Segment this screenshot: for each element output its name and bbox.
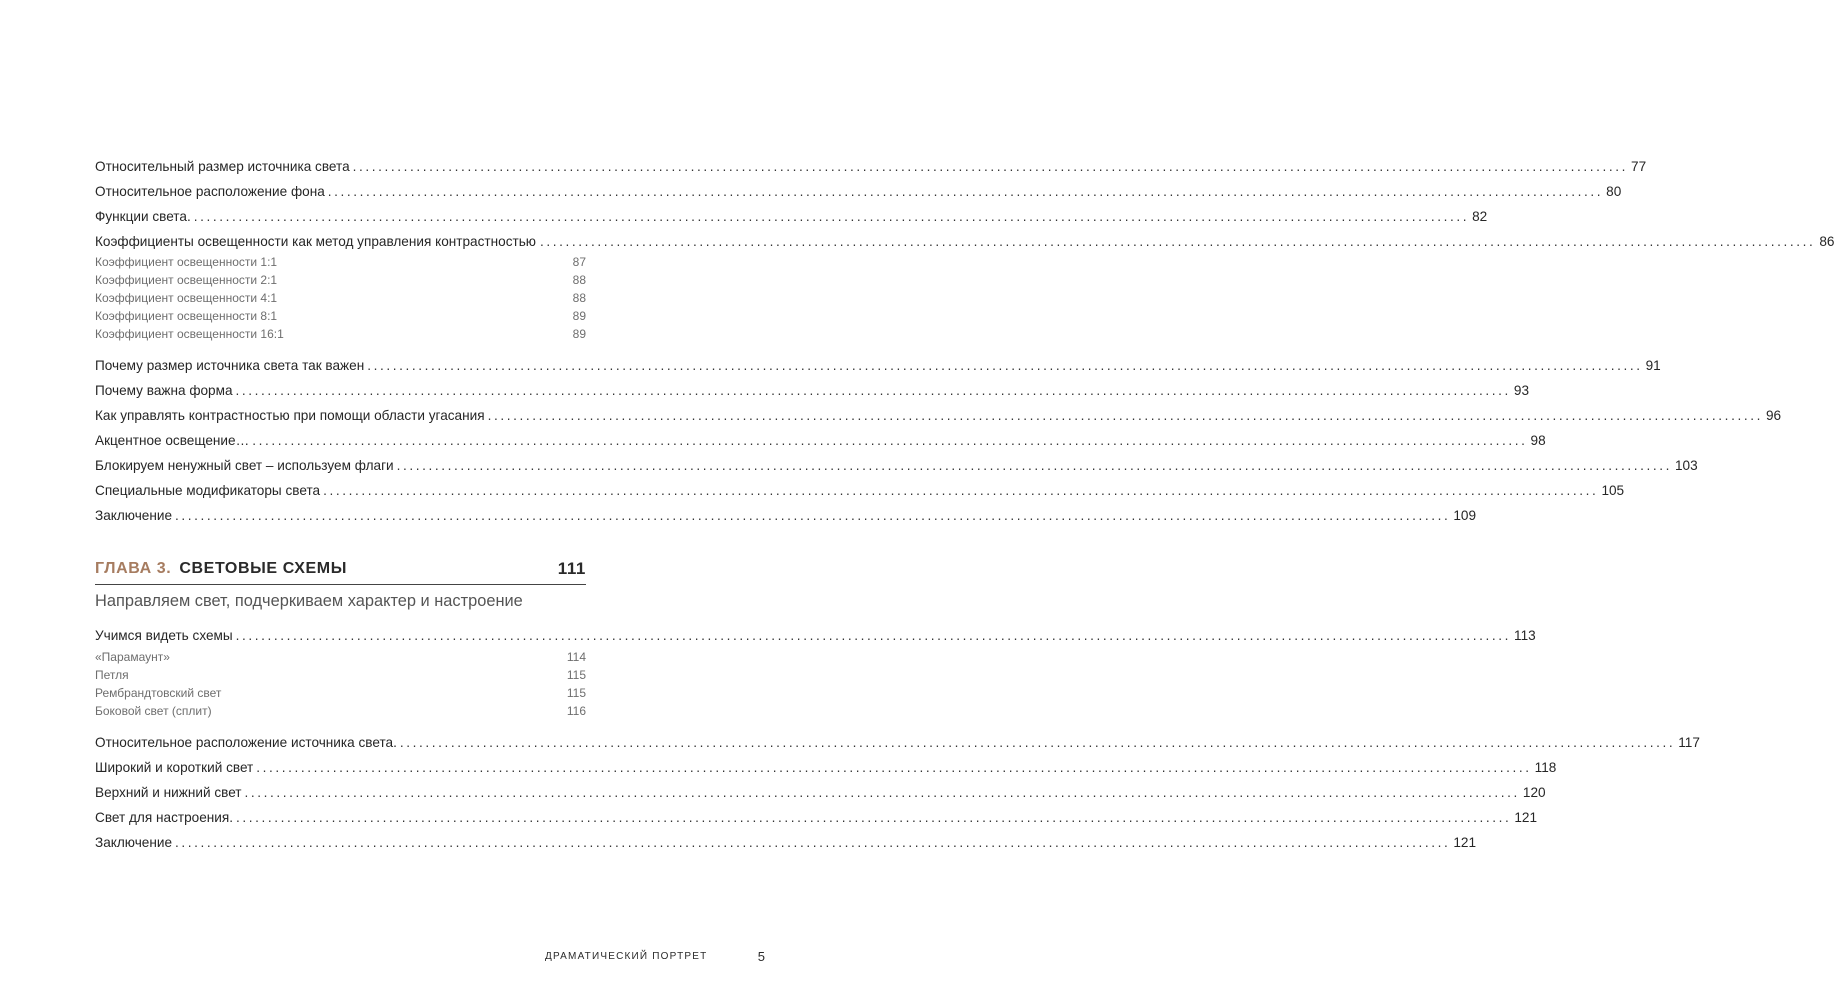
toc-entry-page: 91 (1645, 358, 1661, 373)
running-title: ДРАМАТИЧЕСКИЙ ПОРТРЕТ (545, 951, 708, 962)
toc-subentry-page: 89 (572, 309, 586, 323)
toc-leader-dots: ........................................................................................................................................................................................................ (396, 458, 1672, 473)
chapter-label: ГЛАВА 3. (95, 560, 172, 577)
toc-subentry-title: Петля (95, 668, 129, 682)
toc-entry-title: Специальные модификаторы света (95, 483, 321, 498)
toc-entry-page: 121 (1514, 810, 1538, 825)
toc-subentry[interactable] (95, 702, 586, 720)
toc-leader-dots: ........................................................................................................................................................................................................ (175, 508, 1451, 523)
toc-leader-dots: ........................................................................................................................................................................................................ (193, 209, 1470, 224)
toc-subentry-page: 89 (572, 327, 586, 341)
toc-subentry[interactable] (95, 684, 586, 702)
toc-entry-page: 96 (1765, 408, 1782, 423)
toc-leader-dots: ........................................................................................................................................................................................................ (236, 810, 1512, 825)
toc-entry-title: Широкий и короткий свет (95, 760, 254, 775)
toc-leader-dots: ........................................................................................................................................................................................................ (352, 159, 1629, 174)
toc-entry[interactable] (95, 503, 1477, 528)
toc-subentry[interactable] (95, 307, 586, 325)
page-number: 5 (757, 949, 765, 964)
toc-entry[interactable] (95, 453, 1698, 478)
toc-entry-title: Блокируем ненужный свет – используем флаги (95, 458, 394, 473)
toc-subentry[interactable] (95, 666, 586, 684)
chapter-subtitle: Направляем свет, подчеркиваем характер и настроение (95, 592, 523, 610)
toc-entry[interactable] (95, 378, 1530, 403)
toc-subentry[interactable] (95, 648, 586, 666)
toc-entry-title: Заключение (95, 835, 173, 850)
toc-subentry-page: 116 (566, 704, 586, 718)
toc-entry-title: Заключение (95, 508, 173, 523)
chapter-page: 111 (557, 559, 586, 578)
toc-entry-title: Акцентное освещение… (95, 433, 250, 448)
toc-entry-title: Верхний и нижний свет (95, 785, 242, 800)
toc-entry-page: 86 (1819, 234, 1834, 249)
toc-entry-title: Как управлять контрастностью при помощи области угасания (95, 408, 485, 423)
toc-subentry-page: 114 (566, 650, 586, 664)
toc-entry-page: 82 (1472, 209, 1488, 224)
toc-entry[interactable] (95, 780, 1546, 805)
toc-subentry-title: Коэффициент освещенности 2:1 (95, 273, 278, 287)
toc-entry-page: 109 (1453, 508, 1477, 523)
toc-subentry-title: Рембрандтовский свет (95, 686, 222, 700)
toc-entry-page: 80 (1606, 184, 1622, 199)
toc-section-a (95, 154, 1834, 528)
toc-entry-page: 113 (1514, 628, 1536, 643)
toc-subentry-title: Коэффициент освещенности 4:1 (95, 291, 278, 305)
toc-subentry-title: «Парамаунт» (95, 650, 170, 664)
toc-main-group (95, 730, 1700, 855)
chapter-heading[interactable] (95, 557, 586, 585)
toc-subentry-page: 115 (566, 668, 586, 682)
toc-entry[interactable] (95, 428, 1546, 453)
toc-subentry-title: Коэффициент освещенности 8:1 (95, 309, 278, 323)
toc-leader-dots: ........................................................................................................................................................................................................ (256, 760, 1532, 775)
toc-leader-dots: ........................................................................................................................................................................................................ (399, 735, 1676, 750)
toc-entry-page: 121 (1453, 835, 1477, 850)
toc-entry-title: Свет для настроения. (95, 810, 234, 825)
toc-subentry-page: 87 (572, 255, 586, 269)
toc-entry[interactable] (95, 353, 1661, 378)
toc-subentry-title: Коэффициент освещенности 16:1 (95, 327, 284, 341)
toc-entry[interactable] (95, 830, 1477, 855)
toc-entry-page: 77 (1631, 159, 1647, 174)
toc-entry-title: Почему размер источника света так важен (95, 358, 365, 373)
toc-main-group (95, 154, 1834, 254)
toc-main-group (95, 623, 1536, 648)
toc-entry-title: Относительное расположение источника света. (95, 735, 397, 750)
toc-entry-title: Относительное расположение фона (95, 184, 325, 199)
toc-entry-title: Учимся видеть схемы (95, 628, 233, 643)
toc-entry-page: 93 (1513, 383, 1530, 398)
toc-entry-title: Почему важна форма (95, 383, 233, 398)
toc-entry[interactable] (95, 179, 1622, 204)
toc-subentry[interactable] (95, 289, 586, 307)
toc-entry[interactable] (95, 478, 1625, 503)
toc-subentry[interactable] (95, 253, 586, 271)
toc-leader-dots: ........................................................................................................................................................................................................ (323, 483, 1599, 498)
toc-leader-dots: ........................................................................................................................................................................................................ (235, 628, 1512, 643)
toc-entry[interactable] (95, 730, 1700, 755)
toc-subentry-group (95, 648, 586, 720)
toc-leader-dots: ........................................................................................................................................................................................................ (244, 785, 1520, 800)
toc-leader-dots: ........................................................................................................................................................................................................ (487, 408, 1763, 423)
toc-entry-page: 120 (1522, 785, 1546, 800)
toc-entry[interactable] (95, 755, 1557, 780)
chapter-title: СВЕТОВЫЕ СХЕМЫ (179, 560, 347, 577)
toc-entry-page: 117 (1678, 735, 1700, 750)
toc-leader-dots: ........................................................................................................................................................................................................ (235, 383, 1511, 398)
toc-entry-title: Относительный размер источника света (95, 159, 350, 174)
toc-entry-page: 105 (1601, 483, 1625, 498)
toc-entry-title: Функции света. (95, 209, 191, 224)
toc-subentry-group (95, 253, 586, 343)
toc-entry-page: 103 (1675, 458, 1698, 473)
toc-entry-page: 98 (1530, 433, 1546, 448)
toc-entry-page: 118 (1534, 760, 1557, 775)
toc-subentry[interactable] (95, 271, 586, 289)
toc-leader-dots: ........................................................................................................................................................................................................ (540, 234, 1816, 249)
toc-leader-dots: ........................................................................................................................................................................................................ (367, 358, 1643, 373)
toc-main-group (95, 353, 1782, 528)
toc-entry-title: Коэффициенты освещенности как метод управления контрастностью (95, 234, 536, 249)
toc-subentry[interactable] (95, 325, 586, 343)
toc-subentry-title: Коэффициент освещенности 1:1 (95, 255, 278, 269)
toc-subentry-page: 88 (572, 291, 586, 305)
toc-subentry-title: Боковой свет (сплит) (95, 704, 212, 718)
toc-entry[interactable] (95, 403, 1782, 428)
toc-entry[interactable] (95, 229, 1834, 254)
page-footer (545, 947, 765, 967)
toc-leader-dots: ........................................................................................................................................................................................................ (252, 433, 1528, 448)
toc-entry[interactable] (95, 805, 1538, 830)
toc-leader-dots: ........................................................................................................................................................................................................ (175, 835, 1451, 850)
toc-entry[interactable] (95, 204, 1488, 229)
toc-entry[interactable] (95, 623, 1536, 648)
toc-subentry-page: 88 (572, 273, 586, 287)
toc-section-b (95, 623, 1700, 855)
toc-subentry-page: 115 (566, 686, 586, 700)
toc-leader-dots: ........................................................................................................................................................................................................ (327, 184, 1604, 199)
toc-entry[interactable] (95, 154, 1647, 179)
